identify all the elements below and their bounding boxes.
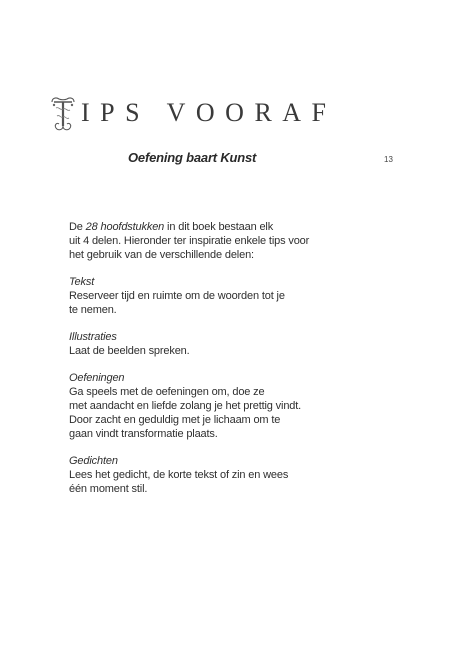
section-line: Door zacht en geduldig met je lichaam om te [69, 414, 281, 426]
page-title: IPS VOORAF [81, 98, 337, 127]
section-line: met aandacht en liefde zolang je het prettig vindt. [69, 400, 302, 412]
section-title: Oefeningen [69, 372, 125, 384]
section-line: gaan vindt transformatie plaats. [69, 428, 218, 440]
section-line: Lees het gedicht, de korte tekst of zin en wees [69, 469, 289, 481]
decorative-initial [50, 96, 76, 132]
intro-text: De [69, 221, 86, 233]
section-line: Laat de beelden spreken. [69, 345, 190, 357]
page-number: 13 [384, 155, 393, 164]
section-title: Tekst [69, 276, 95, 288]
intro-line [69, 220, 359, 234]
section-gedichten [69, 454, 359, 496]
section-title: Illustraties [69, 331, 117, 343]
page-subtitle: Oefening baart Kunst [128, 150, 257, 165]
intro-text: in dit boek bestaan elk [164, 221, 274, 233]
section-line: Ga speels met de oefeningen om, doe ze [69, 386, 265, 398]
intro-line: het gebruik van de verschillende delen: [69, 249, 254, 261]
section-illustraties [69, 330, 359, 358]
section-line: één moment stil. [69, 483, 148, 495]
intro-line: uit 4 delen. Hieronder ter inspiratie enkele tips voor [69, 235, 310, 247]
section-line: te nemen. [69, 304, 117, 316]
section-tekst [69, 275, 359, 317]
intro-paragraph [69, 220, 359, 262]
intro-emphasis: 28 hoofdstukken [85, 221, 165, 233]
section-oefeningen [69, 371, 359, 441]
page-heading [50, 92, 337, 132]
body-text [69, 220, 359, 509]
section-title: Gedichten [69, 455, 118, 467]
section-line: Reserveer tijd en ruimte om de woorden tot je [69, 290, 285, 302]
